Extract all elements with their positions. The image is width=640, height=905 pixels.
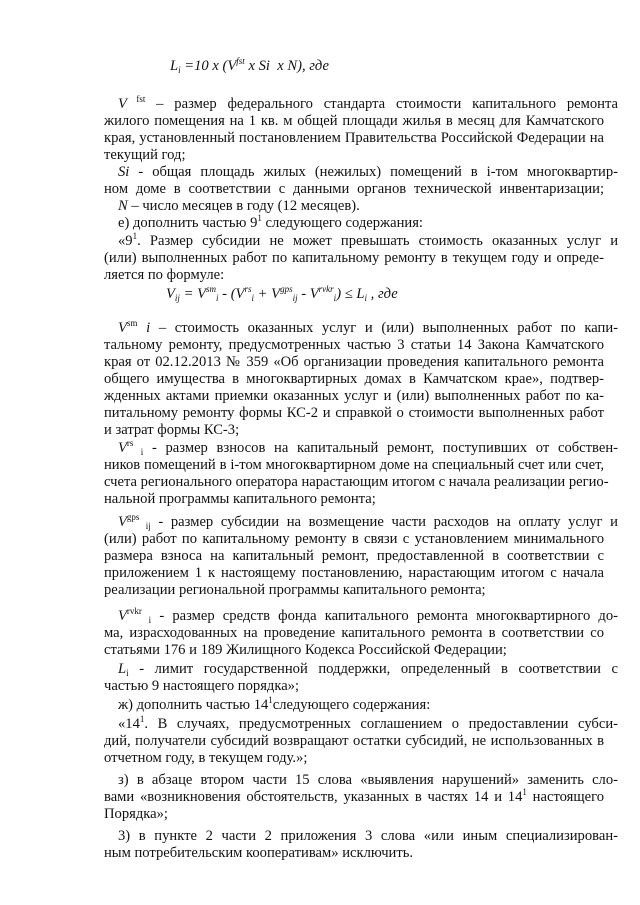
text-line: $V^{gps}$ $_{ij}$ - размер субсидии на возмещение части расходов на оплату услуг и	[118, 512, 618, 531]
text-line: ляется по формуле:	[104, 267, 225, 283]
text-line: и затрат формы КС-3;	[104, 422, 240, 438]
text-line: 3) в пункте 2 части 2 приложения 3 слова «или иным специализирован-	[118, 828, 618, 844]
text-line: V $^{fst}$ – размер федерального стандарта стоимости капитального ремонта	[118, 94, 619, 112]
text-line: $V^{sm}$ i – стоимость оказанных услуг и (или) выполненных работ по капи-	[118, 318, 618, 336]
text-line: размера взноса на капитальный ремонт, предоставленной в соответствии с	[104, 548, 604, 564]
text-line: «$14^1$. В случаях, предусмотренных соглашением о предоставлении субси-	[118, 714, 618, 732]
text-line: $V^{rvkr}$ $_i$ - размер средств фонда капитального ремонта многоквартирного до-	[118, 606, 618, 625]
text-line: тальному ремонту, предусмотренных частью 3 статьи 14 Закона Камчатского	[104, 337, 604, 353]
text-line: ным потребительским кооперативам» исключить.	[104, 845, 414, 861]
text-line: питальному ремонту формы КС-2 и справкой о стоимости выполненных работ	[104, 405, 604, 421]
text-line: ников помещений в i-том многоквартирном доме на специальный счет или счет,	[104, 457, 604, 473]
text-line: жденных актами приемки оказанных услуг и (или) выполненных работ по ка-	[104, 388, 604, 404]
text-line: (или) работ по капитальному ремонту в связи с установлением минимального	[104, 531, 604, 547]
formula-limit: $L_i =10$ x ($V^{fst}$ x Si x N), где	[170, 56, 329, 75]
text-line: ном доме в соответствии с данными органов технической инвентаризации;	[104, 181, 604, 197]
text-line: з) в абзаце втором части 15 слова «выявления нарушений» заменить сло-	[118, 772, 618, 788]
text-line: ж) дополнить частью $14^1следующего$ содержания:	[118, 695, 431, 713]
text-line: $V^{rs}$ $_i$ - размер взносов на капитальный ремонт, поступивших от собствен-	[118, 438, 618, 457]
text-line: N – число месяцев в году (12 месяцев).	[118, 198, 360, 214]
text-line: ма, израсходованных на проведение капитального ремонта в соответствии со	[104, 625, 604, 641]
text-line: края от 02.12.2013 № 359 «Об организации проведения капитального ремонта	[104, 354, 604, 370]
text-line: приложением 1 к настоящему постановлению, нарастающим итогом с начала	[104, 565, 604, 581]
text-line: текущий год;	[104, 147, 186, 163]
text-line: статьями 176 и 189 Жилищного Кодекса Российской Федерации;	[104, 642, 507, 658]
text-line: частью 9 настоящего порядка»;	[104, 678, 300, 694]
text-line: жилого помещения на 1 кв. м общей площади жилья в месяц для Камчатского	[104, 113, 604, 129]
text-line: Si - общая площадь жилых (нежилых) помещений в i-том многоквартир-	[118, 164, 618, 180]
text-line: реализации региональной программы капитального ремонта;	[104, 582, 486, 598]
text-line: е) дополнить частью $9^1$ следующего содержания:	[118, 213, 423, 231]
text-line: нальной программы капитального ремонта;	[104, 491, 376, 507]
text-line: Порядка»;	[104, 806, 168, 822]
text-line: «$9^1$. Размер субсидии не может превышать стоимость оказанных услуг и	[118, 231, 618, 249]
text-line: дий, получатели субсидий возвращают остатки субсидий, не использованных в	[104, 733, 604, 749]
text-line: края, установленный постановлением Правительства Российской Федерации на	[104, 130, 604, 146]
text-line: $L_i$ - лимит государственной поддержки, определенный в соответствии с	[118, 661, 618, 678]
text-line: счета регионального оператора нарастающим итогом с начала реализации регио-	[104, 474, 609, 490]
text-line: общего имущества в многоквартирных домах в Камчатском крае», подтвер-	[104, 371, 604, 387]
text-line: (или) выполненных работ по капитальному ремонту в текущем году и опреде-	[104, 250, 604, 266]
formula-subsidy: $V_{ij} = V^{sm}_i - (V^{rs}_i + V^{gps}_{ij} - V^{rvkr}_i) \le L_i$ , где	[166, 284, 398, 303]
text-line: отчетном году, в текущем году.»;	[104, 750, 308, 766]
text-line: вами «возникновения обстоятельств, указанных в частях 14 и $14^1$ настоящего	[104, 787, 604, 805]
